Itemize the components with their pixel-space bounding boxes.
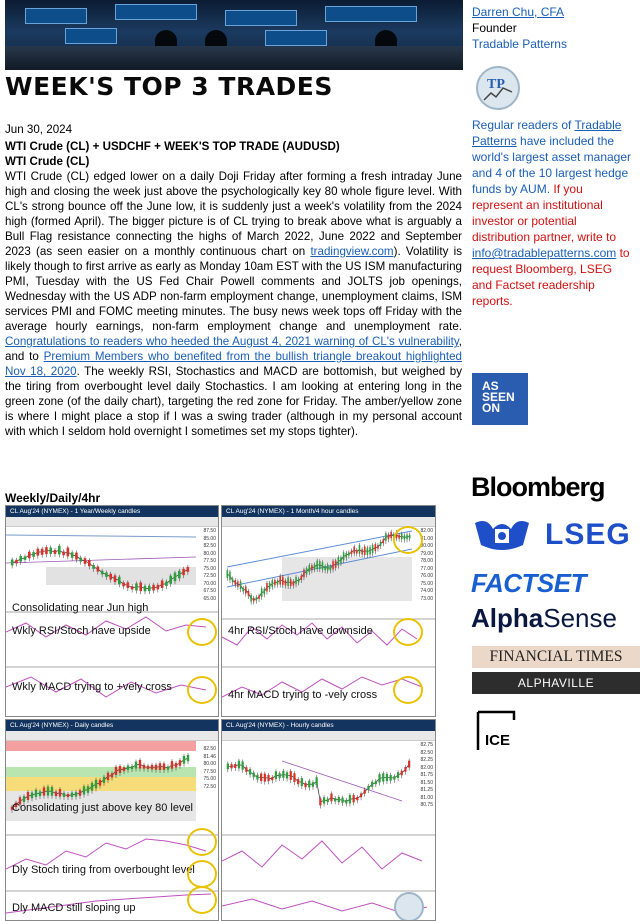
candle bbox=[182, 569, 185, 575]
hourly-chart-panel[interactable] bbox=[221, 719, 436, 921]
highlight-circle bbox=[187, 886, 217, 914]
candle bbox=[163, 763, 165, 769]
candle bbox=[311, 565, 313, 570]
candle bbox=[312, 782, 314, 787]
article-paragraph bbox=[5, 169, 462, 439]
candle bbox=[49, 548, 52, 554]
lseg-logo: LSEG bbox=[545, 518, 631, 551]
candle bbox=[408, 761, 410, 768]
candle bbox=[19, 556, 22, 562]
candle bbox=[351, 550, 353, 554]
candle bbox=[353, 795, 355, 802]
candle bbox=[319, 798, 321, 805]
candle bbox=[266, 583, 268, 592]
candle bbox=[360, 794, 362, 798]
candle bbox=[390, 775, 392, 781]
fourhr-price-axis: 82.00 81.00 80.00 79.00 78.00 77.00 76.00 75.00 74.00 73.00 bbox=[420, 528, 433, 602]
candle bbox=[92, 565, 95, 569]
candle bbox=[24, 556, 27, 559]
cta-text: If you represent an institutional investor or potential distribution partner, write to bbox=[472, 182, 617, 244]
candle bbox=[253, 598, 255, 602]
candle bbox=[227, 570, 229, 577]
candle bbox=[84, 558, 87, 564]
candle bbox=[290, 579, 292, 586]
candle bbox=[229, 572, 231, 580]
candle bbox=[275, 771, 277, 779]
candle bbox=[274, 580, 276, 585]
candle bbox=[67, 548, 70, 557]
candle bbox=[91, 783, 93, 791]
candle bbox=[385, 533, 387, 541]
logo-part: Alpha bbox=[471, 603, 544, 633]
candle bbox=[297, 779, 299, 784]
candle bbox=[87, 786, 89, 793]
candle bbox=[242, 588, 244, 592]
candle bbox=[378, 774, 380, 782]
chart-caption: Wkly RSI/Stoch have upside bbox=[12, 625, 151, 637]
candle bbox=[258, 595, 260, 599]
candle bbox=[295, 577, 297, 584]
candle bbox=[348, 552, 350, 555]
candle bbox=[54, 550, 57, 554]
candle bbox=[15, 560, 18, 564]
candle bbox=[155, 765, 157, 770]
candle bbox=[95, 780, 97, 788]
candle bbox=[304, 783, 306, 787]
candle bbox=[359, 545, 361, 554]
candle bbox=[301, 576, 303, 580]
candle bbox=[109, 574, 112, 580]
candle bbox=[386, 774, 388, 781]
candle bbox=[306, 568, 308, 574]
candle bbox=[323, 797, 325, 803]
candle bbox=[75, 792, 77, 797]
candle bbox=[256, 597, 258, 601]
author-role: Founder bbox=[472, 21, 517, 35]
candle bbox=[47, 787, 49, 796]
candle bbox=[187, 567, 190, 572]
candle bbox=[105, 573, 108, 577]
chart-titlebar: CL Aug'24 (NYMEX) - Hourly candles bbox=[222, 720, 435, 731]
tradable-patterns-link[interactable]: Tradable Patterns bbox=[472, 118, 622, 148]
candle bbox=[79, 558, 82, 562]
candle bbox=[285, 580, 287, 585]
highlight-circle bbox=[187, 618, 217, 646]
candle bbox=[179, 760, 181, 766]
alphaville-logo: ALPHAVILLE bbox=[472, 672, 640, 694]
candle bbox=[401, 771, 403, 775]
candle bbox=[269, 583, 271, 589]
candle bbox=[253, 773, 255, 778]
chart-caption: Dly MACD still sloping up bbox=[12, 902, 136, 914]
candle bbox=[388, 534, 390, 539]
candle bbox=[390, 532, 392, 538]
chart-toolbar bbox=[6, 517, 218, 527]
candle bbox=[58, 546, 61, 555]
candle bbox=[240, 581, 242, 589]
candle bbox=[282, 577, 284, 585]
candle bbox=[123, 767, 125, 771]
candle bbox=[249, 769, 251, 775]
section-heading: WTI Crude (CL) bbox=[5, 155, 90, 168]
chart-titlebar: CL Aug'24 (NYMEX) - 1 Year/Weekly candles bbox=[6, 506, 218, 517]
alphasense-logo bbox=[471, 603, 617, 634]
candle bbox=[264, 774, 266, 782]
candle bbox=[118, 577, 121, 585]
weekly-chart-panel[interactable] bbox=[5, 505, 219, 717]
candle bbox=[27, 792, 29, 800]
page-title: WEEK'S TOP 3 TRADES bbox=[5, 72, 333, 101]
lseg-crest-icon bbox=[471, 515, 533, 555]
tradable-patterns-watermark bbox=[394, 892, 424, 921]
candle bbox=[83, 786, 85, 794]
text-run: have included the world's largest asset manager and 4 of the 10 largest hedge funds by AUM. bbox=[472, 134, 632, 196]
candle bbox=[144, 586, 147, 592]
candle bbox=[62, 551, 65, 555]
candle bbox=[356, 797, 358, 800]
svg-text:TP: TP bbox=[487, 77, 505, 92]
badge-line: AS bbox=[482, 379, 499, 393]
svg-text:ICE: ICE bbox=[485, 732, 511, 749]
candle bbox=[59, 789, 61, 796]
candle bbox=[157, 585, 160, 590]
factset-logo: FACTSET bbox=[471, 568, 586, 598]
candle bbox=[303, 570, 305, 578]
candle bbox=[238, 761, 240, 769]
candle bbox=[330, 566, 332, 570]
candle bbox=[11, 559, 14, 565]
candle bbox=[171, 761, 173, 769]
article-subject: WTI Crude (CL) + USDCHF + WEEK'S TOP TRADE (AUDUSD) bbox=[5, 140, 340, 153]
warning-2021-link[interactable]: Congratulations to readers who heeded the August 4, 2021 warning of CL's vulnerability bbox=[5, 335, 459, 348]
highlight-circle bbox=[187, 828, 217, 856]
candle bbox=[286, 772, 288, 778]
candle bbox=[139, 582, 142, 591]
candle bbox=[135, 762, 137, 769]
candle bbox=[71, 793, 73, 798]
candle bbox=[298, 579, 300, 583]
candle bbox=[361, 549, 363, 554]
candle bbox=[393, 776, 395, 779]
candle bbox=[380, 542, 382, 546]
text-run: WTI Crude (CL) edged lower on a daily Doji Friday after forming a fresh intraday June high and closing the week just above the psychologically key 80 whole figure level. With CL's strong bounce off the June low, it is suddenly just a week's volatility from the 2024 high (formed April). The bigger picture is of CL trying to break above what is arguably a Bull Flag resistance connecting the highs of March 2022, June 2022 and September 2023 (as seen easier on a monthly continuous chart on bbox=[5, 170, 462, 258]
candle bbox=[167, 766, 169, 769]
candle bbox=[101, 571, 104, 574]
candle bbox=[340, 557, 342, 563]
candle bbox=[174, 573, 177, 582]
chart-caption: Dly Stoch tiring from overbought level bbox=[12, 864, 195, 876]
candle bbox=[178, 571, 181, 578]
candle bbox=[183, 756, 185, 764]
candle bbox=[367, 786, 369, 790]
candle bbox=[264, 589, 266, 594]
chart-toolbar bbox=[6, 731, 218, 741]
logo-part: Sense bbox=[543, 603, 617, 633]
candle bbox=[135, 583, 138, 590]
candle bbox=[375, 781, 377, 784]
candle bbox=[250, 595, 252, 602]
candle bbox=[271, 580, 273, 586]
candle bbox=[335, 561, 337, 568]
text-run: ). Volatility is likely though to first arrive as early as Monday 10am EST with the US ISM manufacturing PMI, Tuesday with the US Fed Chair Powell comments and JOLTS job openings, Wednesday with the US ADP non-farm employment change, unemployment claims, ISM services PMI and FOMC meeting minutes. The busy news week tops off Friday with the average hourly earnings, non-farm employment change and unemployment rate. bbox=[5, 245, 462, 333]
candle bbox=[248, 591, 250, 596]
weekly-price-axis: 87.50 85.00 82.50 80.00 77.50 75.00 72.50 70.00 67.50 65.00 bbox=[203, 528, 216, 602]
chart-titlebar: CL Aug'24 (NYMEX) - 1 Month/4 hour candles bbox=[222, 506, 435, 517]
candle bbox=[369, 547, 371, 554]
bloomberg-logo: Bloomberg bbox=[471, 472, 605, 502]
candle bbox=[99, 780, 101, 786]
candle bbox=[165, 581, 168, 586]
candle bbox=[43, 787, 45, 795]
article-body bbox=[5, 122, 462, 439]
candle bbox=[55, 791, 57, 796]
candle bbox=[139, 760, 141, 768]
candle bbox=[41, 549, 44, 555]
chart-caption: 4hr RSI/Stoch have downside bbox=[228, 625, 373, 637]
text-run: . The weekly RSI, Stochastics and MACD are bottomish, but weighed by the tiring from overbought level daily Stochastics. I am looking at entering long in the green zone (of the daily chart), targeting the red zone for Friday. The amber/yellow zone is where I might place a stop if I was a swing trader (although in my personal account with which I seldom hold overnight I sometimes set my stops tighter). bbox=[5, 365, 462, 438]
author-link[interactable]: Darren Chu, CFA bbox=[472, 5, 565, 19]
candle bbox=[334, 798, 336, 801]
daily-chart-plot bbox=[6, 741, 218, 920]
candle bbox=[67, 794, 69, 797]
candle bbox=[316, 777, 318, 785]
candle bbox=[404, 767, 406, 772]
candle bbox=[261, 588, 263, 596]
candle bbox=[28, 552, 31, 559]
candle bbox=[287, 577, 289, 586]
candle bbox=[131, 766, 133, 769]
chart-caption: 4hr MACD trying to -vely cross bbox=[228, 689, 378, 701]
candle bbox=[290, 771, 292, 780]
daily-price-axis: 82.50 81.46 80.00 77.50 75.00 72.50 bbox=[203, 746, 216, 790]
candle bbox=[242, 762, 244, 770]
highlight-circle bbox=[393, 526, 423, 554]
candle bbox=[88, 560, 91, 566]
candle bbox=[375, 544, 377, 551]
candle bbox=[267, 775, 269, 781]
chart-toolbar bbox=[222, 731, 435, 741]
chart-caption: Consolidating just above key 80 level bbox=[12, 802, 194, 814]
sidebar bbox=[472, 4, 632, 52]
candle bbox=[308, 565, 310, 572]
candle bbox=[227, 764, 229, 770]
candle bbox=[63, 793, 65, 797]
highlight-circle bbox=[187, 676, 217, 704]
candle bbox=[338, 557, 340, 565]
candle bbox=[364, 546, 366, 555]
candle bbox=[234, 764, 236, 768]
badge-line: ON bbox=[482, 401, 500, 415]
candle bbox=[32, 552, 35, 557]
tradingview-link[interactable]: tradingview.com bbox=[310, 245, 394, 258]
as-seen-on-badge bbox=[472, 373, 528, 425]
text-run: Regular readers of bbox=[472, 118, 575, 132]
candle bbox=[152, 585, 155, 591]
candle bbox=[151, 765, 153, 770]
candle bbox=[397, 772, 399, 778]
candle bbox=[37, 549, 40, 556]
candle bbox=[122, 582, 125, 586]
candle bbox=[327, 565, 329, 571]
candle bbox=[327, 799, 329, 802]
candle bbox=[35, 790, 37, 797]
candle bbox=[356, 550, 358, 554]
candle bbox=[97, 566, 100, 571]
candle bbox=[343, 552, 345, 560]
highlight-circle bbox=[187, 860, 217, 888]
candle bbox=[115, 767, 117, 775]
candle bbox=[148, 586, 151, 592]
email-link[interactable]: info@tradablepatterns.com bbox=[472, 246, 617, 260]
candle bbox=[372, 545, 374, 553]
premium-members-link[interactable]: Premium Members who benefited from the bullish triangle breakout highlighted Nov 18, 2020 bbox=[5, 350, 462, 378]
candle bbox=[127, 765, 129, 769]
financial-times-logo: FINANCIAL TIMES bbox=[472, 646, 640, 668]
ice-logo bbox=[476, 710, 516, 752]
candle bbox=[187, 755, 189, 761]
text-run: , and to bbox=[5, 335, 462, 363]
readership-note bbox=[472, 117, 632, 309]
candle bbox=[364, 790, 366, 794]
candle bbox=[159, 763, 161, 770]
candle bbox=[45, 547, 48, 554]
candle bbox=[293, 581, 295, 585]
candle bbox=[279, 773, 281, 778]
candle bbox=[330, 793, 332, 801]
company-name: Tradable Patterns bbox=[472, 37, 567, 51]
candle bbox=[175, 763, 177, 767]
hourly-price-axis: 82.75 82.50 82.25 82.00 81.75 81.50 81.25 81.00 80.75 bbox=[420, 742, 433, 808]
candle bbox=[51, 787, 53, 796]
candle bbox=[234, 580, 236, 585]
highlight-circle bbox=[393, 676, 423, 704]
candle bbox=[245, 586, 247, 593]
candle bbox=[119, 766, 121, 773]
candle bbox=[341, 798, 343, 803]
candle bbox=[293, 773, 295, 782]
candle bbox=[338, 797, 340, 802]
chart-caption: Consolidating near Jun high bbox=[12, 602, 149, 614]
highlight-circle bbox=[393, 618, 423, 646]
candle bbox=[256, 775, 258, 780]
candle bbox=[367, 548, 369, 555]
candle bbox=[31, 792, 33, 798]
candle bbox=[127, 582, 130, 588]
badge-line: SEEN bbox=[482, 390, 515, 404]
candle bbox=[71, 552, 74, 558]
candle bbox=[271, 777, 273, 780]
candle bbox=[107, 773, 109, 780]
candle bbox=[279, 576, 281, 585]
candle bbox=[169, 576, 172, 584]
candle bbox=[111, 773, 113, 777]
candle bbox=[319, 561, 321, 569]
candle bbox=[230, 764, 232, 768]
candle bbox=[345, 553, 347, 558]
candle bbox=[75, 553, 78, 560]
candle bbox=[349, 795, 351, 803]
text-run: to request Bloomberg, LSEG and Factset readership reports. bbox=[472, 246, 630, 308]
fourhr-chart-panel[interactable] bbox=[221, 505, 436, 717]
candle bbox=[282, 771, 284, 778]
charts-section-label: Weekly/Daily/4hr bbox=[5, 491, 101, 505]
candle bbox=[332, 561, 334, 570]
candle bbox=[377, 545, 379, 549]
candle bbox=[322, 562, 324, 569]
tradable-patterns-logo bbox=[476, 66, 520, 110]
chart-titlebar: CL Aug'24 (NYMEX) - Daily candles bbox=[6, 720, 218, 731]
candle bbox=[371, 782, 373, 787]
article-date: Jun 30, 2024 bbox=[5, 123, 73, 136]
candle bbox=[79, 790, 81, 796]
candle bbox=[245, 767, 247, 772]
candle bbox=[301, 778, 303, 786]
candle bbox=[39, 791, 41, 796]
candle bbox=[353, 547, 355, 554]
candle bbox=[237, 581, 239, 586]
candle bbox=[324, 566, 326, 570]
chart-caption: Wkly MACD trying to +vely cross bbox=[12, 681, 172, 693]
daily-chart-panel[interactable] bbox=[5, 719, 219, 921]
candle bbox=[103, 777, 105, 783]
candle bbox=[345, 800, 347, 804]
candle bbox=[143, 765, 145, 769]
candle bbox=[260, 774, 262, 781]
candle bbox=[314, 564, 316, 569]
candle bbox=[147, 766, 149, 769]
candle bbox=[316, 561, 318, 569]
header-trading-floor-image bbox=[5, 0, 463, 70]
candle bbox=[382, 773, 384, 781]
candle bbox=[131, 586, 134, 589]
candle bbox=[308, 781, 310, 788]
candle bbox=[232, 579, 234, 583]
candle bbox=[161, 580, 164, 587]
candle bbox=[114, 575, 117, 582]
candle bbox=[382, 539, 384, 543]
candle bbox=[277, 580, 279, 584]
